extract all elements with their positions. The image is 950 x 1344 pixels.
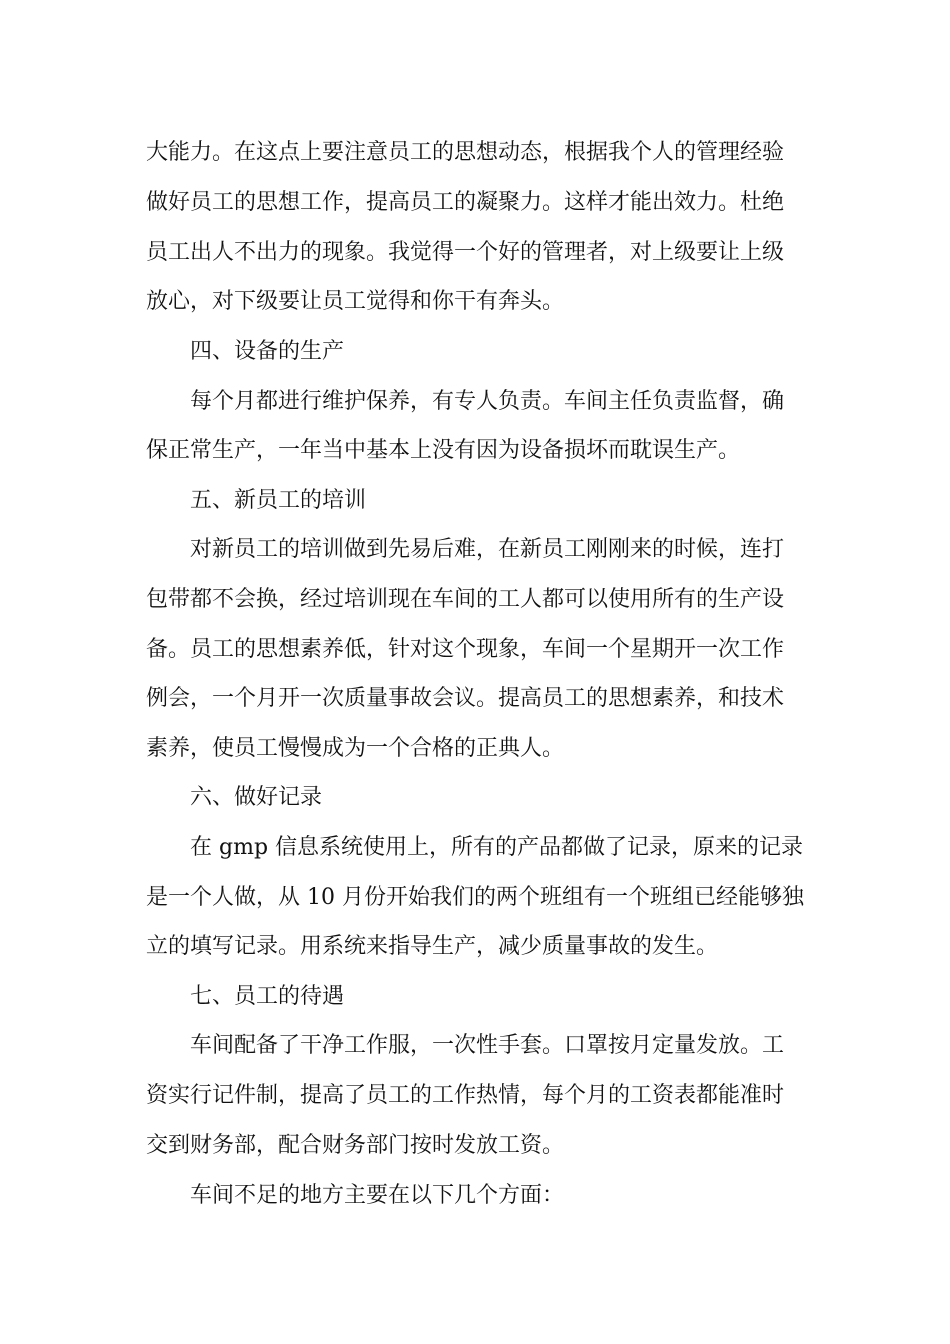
body-text-line: 放心，对下级要让员工觉得和你干有奔头。: [146, 289, 565, 314]
section-heading: 六、做好记录: [190, 785, 323, 810]
section-heading: 五、新员工的培训: [190, 488, 367, 513]
body-text-line: 大能力。在这点上要注意员工的思想动态，根据我个人的管理经验: [146, 140, 785, 165]
body-text-line: 例会，一个月开一次质量事故会议。提高员工的思想素养，和技术: [146, 686, 785, 711]
body-text-line: 备。员工的思想素养低，针对这个现象，车间一个星期开一次工作: [146, 637, 785, 662]
paragraph-first-line: 对新员工的培训做到先易后难，在新员工刚刚来的时候，连打: [190, 537, 785, 562]
body-text-line: 保正常生产，一年当中基本上没有因为设备损坏而耽误生产。: [146, 438, 741, 463]
body-text-line: 是一个人做，从 10 月份开始我们的两个班组有一个班组已经能够独: [146, 885, 804, 910]
section-heading: 七、员工的待遇: [190, 984, 345, 1009]
body-text-line: 素养，使员工慢慢成为一个合格的正典人。: [146, 736, 565, 761]
body-text-line: 资实行记件制，提高了员工的工作热情，每个月的工资表都能准时: [146, 1083, 785, 1108]
body-text-line: 交到财务部，配合财务部门按时发放工资。: [146, 1133, 565, 1158]
body-text-line: 立的填写记录。用系统来指导生产，减少质量事故的发生。: [146, 934, 719, 959]
body-text-line: 员工出人不出力的现象。我觉得一个好的管理者，对上级要让上级: [146, 240, 785, 265]
paragraph-first-line: 在 gmp 信息系统使用上，所有的产品都做了记录，原来的记录: [190, 835, 804, 860]
body-text-line: 包带都不会换，经过培训现在车间的工人都可以使用所有的生产设: [146, 587, 785, 612]
paragraph-first-line: 每个月都进行维护保养，有专人负责。车间主任负责监督，确: [190, 389, 785, 414]
paragraph-first-line: 车间配备了干净工作服，一次性手套。口罩按月定量发放。工: [190, 1033, 785, 1058]
section-heading: 四、设备的生产: [190, 339, 345, 364]
paragraph-first-line: 车间不足的地方主要在以下几个方面：: [190, 1183, 565, 1208]
body-text-line: 做好员工的思想工作，提高员工的凝聚力。这样才能出效力。杜绝: [146, 190, 785, 215]
